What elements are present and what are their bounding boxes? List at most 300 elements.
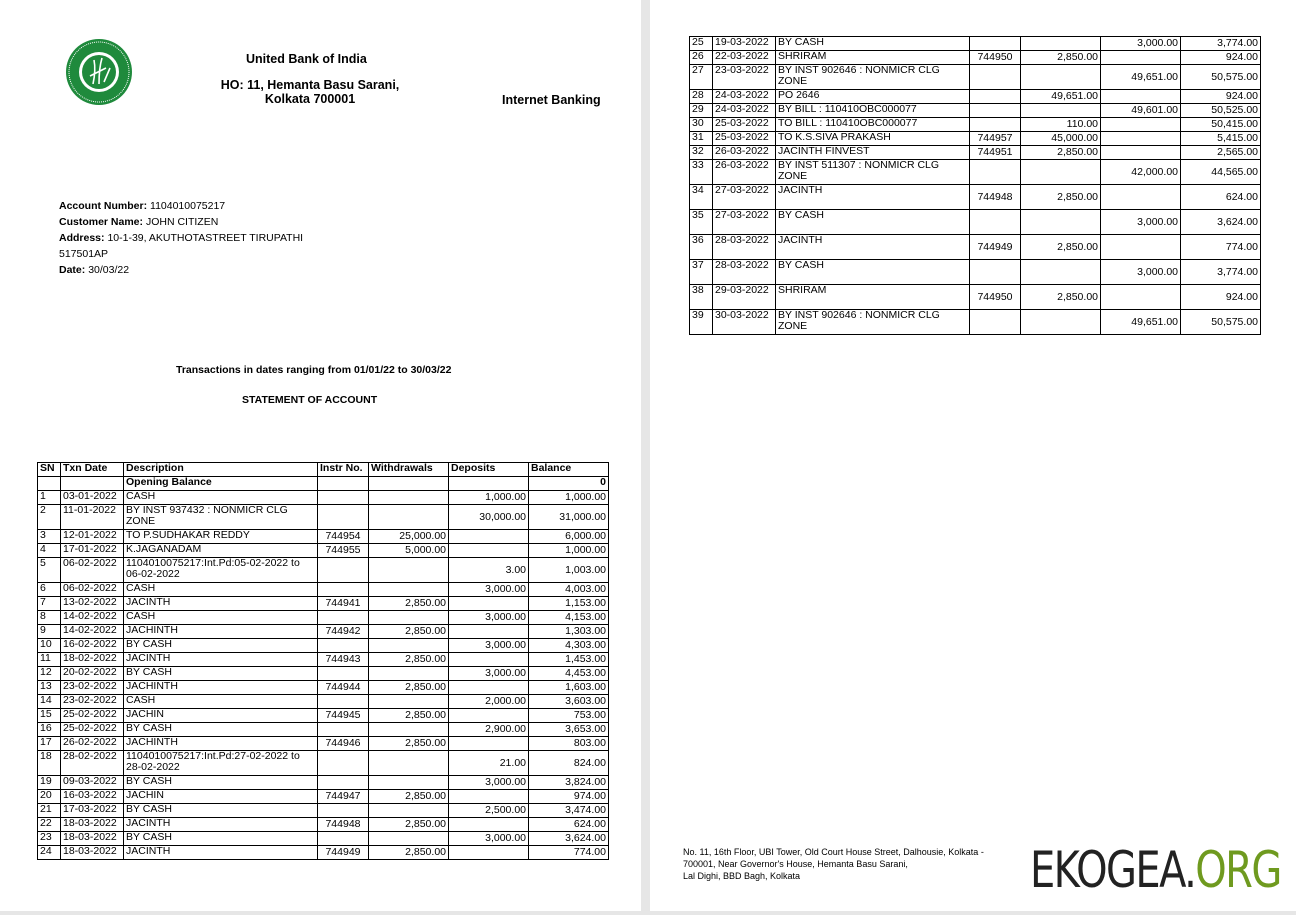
- cell-withdrawals: 5,000.00: [369, 544, 449, 558]
- date-range: Transactions in dates ranging from 01/01/22 to 30/03/22: [176, 364, 452, 376]
- cell-balance: 753.00: [529, 709, 609, 723]
- cell-instr-no: [318, 776, 369, 790]
- cell-balance: 50,415.00: [1181, 118, 1261, 132]
- cell-balance: 3,474.00: [529, 804, 609, 818]
- table-row: [690, 37, 1261, 51]
- cell-deposits: 3,000.00: [1101, 37, 1181, 51]
- cell-deposits: [1101, 132, 1181, 146]
- cell-description: CASH: [124, 583, 318, 597]
- table-row: [690, 285, 1261, 310]
- cell-txn-date: 27-03-2022: [713, 185, 776, 210]
- cell-withdrawals: [369, 776, 449, 790]
- cell-txn-date: 25-02-2022: [61, 709, 124, 723]
- cell-description: JACHINTH: [124, 625, 318, 639]
- cell-instr-no: [318, 723, 369, 737]
- cell-sn: 7: [38, 597, 61, 611]
- cell-description: JACHIN: [124, 790, 318, 804]
- table-row: [38, 611, 609, 625]
- cell-balance: 3,653.00: [529, 723, 609, 737]
- table-row: [38, 832, 609, 846]
- cell-deposits: 3,000.00: [1101, 260, 1181, 285]
- cell-sn: 4: [38, 544, 61, 558]
- table-row: [38, 625, 609, 639]
- cell-sn: 15: [38, 709, 61, 723]
- column-header-balance: Balance: [529, 463, 609, 477]
- watermark-part-1: EKOGEA.: [1030, 841, 1196, 899]
- cell-balance: 803.00: [529, 737, 609, 751]
- cell-description: BY CASH: [776, 37, 970, 51]
- cell-withdrawals: 2,850.00: [369, 818, 449, 832]
- cell-instr-no: 744946: [318, 737, 369, 751]
- cell-description: BY CASH: [124, 832, 318, 846]
- cell-txn-date: 18-03-2022: [61, 818, 124, 832]
- cell-description: JACINTH FINVEST: [776, 146, 970, 160]
- cell-sn: 18: [38, 751, 61, 776]
- cell-deposits: [1101, 235, 1181, 260]
- cell-sn: 34: [690, 185, 713, 210]
- cell-withdrawals: [1021, 210, 1101, 235]
- cell-balance: 1,153.00: [529, 597, 609, 611]
- cell-instr-no: [318, 667, 369, 681]
- cell-instr-no: [318, 491, 369, 505]
- cell-balance: 2,565.00: [1181, 146, 1261, 160]
- cell-txn-date: 28-02-2022: [61, 751, 124, 776]
- cell-txn-date: 19-03-2022: [713, 37, 776, 51]
- cell-deposits: 30,000.00: [449, 505, 529, 530]
- cell-balance: 50,575.00: [1181, 310, 1261, 335]
- table-row: [38, 491, 609, 505]
- cell-balance: 624.00: [1181, 185, 1261, 210]
- cell-deposits: 1,000.00: [449, 491, 529, 505]
- cell-deposits: [449, 846, 529, 860]
- cell-txn-date: 18-03-2022: [61, 832, 124, 846]
- cell-sn: 12: [38, 667, 61, 681]
- cell-instr-no: [970, 260, 1021, 285]
- cell-instr-no: [318, 505, 369, 530]
- cell-description: JACHIN: [124, 709, 318, 723]
- table-row: [690, 132, 1261, 146]
- cell-deposits: [1101, 285, 1181, 310]
- cell-description: 1104010075217:Int.Pd:05-02-2022 to 06-02-2022: [124, 558, 318, 583]
- cell-balance: 624.00: [529, 818, 609, 832]
- cell-sn: 19: [38, 776, 61, 790]
- cell-balance: 1,603.00: [529, 681, 609, 695]
- cell-description: PO 2646: [776, 90, 970, 104]
- cell-withdrawals: 2,850.00: [369, 737, 449, 751]
- table-row: [38, 558, 609, 583]
- cell-sn: 33: [690, 160, 713, 185]
- table-row: [690, 310, 1261, 335]
- cell-description: BY INST 511307 : NONMICR CLG ZONE: [776, 160, 970, 185]
- cell-instr-no: 744942: [318, 625, 369, 639]
- cell-balance: 3,824.00: [529, 776, 609, 790]
- cell-description: JACINTH: [124, 597, 318, 611]
- cell-balance: 4,003.00: [529, 583, 609, 597]
- cell-withdrawals: 2,850.00: [369, 625, 449, 639]
- cell-description: BY BILL : 110410OBC000077: [776, 104, 970, 118]
- table-row: [38, 790, 609, 804]
- cell-txn-date: 25-03-2022: [713, 132, 776, 146]
- cell-withdrawals: 2,850.00: [369, 681, 449, 695]
- cell-withdrawals: 2,850.00: [369, 709, 449, 723]
- cell-description: BY INST 937432 : NONMICR CLG ZONE: [124, 505, 318, 530]
- cell-balance: 774.00: [529, 846, 609, 860]
- cell-balance: 3,774.00: [1181, 37, 1261, 51]
- cell-sn: 22: [38, 818, 61, 832]
- address-line-2: 517501AP: [59, 248, 109, 260]
- watermark: [1030, 840, 1281, 900]
- table-header: [38, 463, 609, 477]
- cell-description: CASH: [124, 611, 318, 625]
- cell-sn: 29: [690, 104, 713, 118]
- cell-withdrawals: 2,850.00: [369, 653, 449, 667]
- cell-withdrawals: [1021, 37, 1101, 51]
- cell-deposits: 2,500.00: [449, 804, 529, 818]
- table-row: [690, 90, 1261, 104]
- cell-sn: 1: [38, 491, 61, 505]
- cell-deposits: 3,000.00: [449, 776, 529, 790]
- cell-sn: 6: [38, 583, 61, 597]
- cell-balance: 1,003.00: [529, 558, 609, 583]
- cell-txn-date: 25-02-2022: [61, 723, 124, 737]
- cell-sn: 26: [690, 51, 713, 65]
- cell-description: BY CASH: [776, 210, 970, 235]
- cell-txn-date: 28-03-2022: [713, 235, 776, 260]
- cell-instr-no: [970, 90, 1021, 104]
- cell-balance: 50,575.00: [1181, 65, 1261, 90]
- cell-instr-no: 744944: [318, 681, 369, 695]
- cell-txn-date: 26-03-2022: [713, 160, 776, 185]
- cell-withdrawals: 49,651.00: [1021, 90, 1101, 104]
- cell-withdrawals: [369, 695, 449, 709]
- cell-deposits: [449, 625, 529, 639]
- cell-withdrawals: [369, 667, 449, 681]
- table-row: [38, 709, 609, 723]
- cell-withdrawals: 25,000.00: [369, 530, 449, 544]
- cell-txn-date: 12-01-2022: [61, 530, 124, 544]
- cell-txn-date: 17-01-2022: [61, 544, 124, 558]
- cell-description: TO P.SUDHAKAR REDDY: [124, 530, 318, 544]
- cell-sn: 13: [38, 681, 61, 695]
- cell-txn-date: 23-03-2022: [713, 65, 776, 90]
- table-row: [38, 723, 609, 737]
- cell-instr-no: [970, 65, 1021, 90]
- cell-withdrawals: [369, 611, 449, 625]
- cell-withdrawals: [369, 491, 449, 505]
- cell-deposits: 49,601.00: [1101, 104, 1181, 118]
- cell-withdrawals: [369, 804, 449, 818]
- cell-balance: 3,603.00: [529, 695, 609, 709]
- cell-balance: 774.00: [1181, 235, 1261, 260]
- cell-sn: 31: [690, 132, 713, 146]
- cell-balance: 924.00: [1181, 90, 1261, 104]
- cell-description: JACINTH: [776, 235, 970, 260]
- table-row: [690, 65, 1261, 90]
- cell-deposits: 2,000.00: [449, 695, 529, 709]
- cell-instr-no: 744957: [970, 132, 1021, 146]
- cell-withdrawals: 2,850.00: [1021, 146, 1101, 160]
- cell-balance: 4,153.00: [529, 611, 609, 625]
- cell-instr-no: [318, 751, 369, 776]
- cell-deposits: [449, 818, 529, 832]
- cell-description: K.JAGANADAM: [124, 544, 318, 558]
- watermark-part-2: ORG: [1195, 841, 1281, 899]
- table-row: [38, 695, 609, 709]
- cell-txn-date: 23-02-2022: [61, 695, 124, 709]
- cell-sn: 28: [690, 90, 713, 104]
- account-number-label: Account Number:: [59, 200, 148, 212]
- cell-description: JACHINTH: [124, 681, 318, 695]
- cell-balance: 3,624.00: [1181, 210, 1261, 235]
- cell-withdrawals: 2,850.00: [369, 790, 449, 804]
- cell-sn: 23: [38, 832, 61, 846]
- cell-deposits: [1101, 51, 1181, 65]
- cell-deposits: [1101, 146, 1181, 160]
- table-row: [38, 653, 609, 667]
- cell-balance: 3,774.00: [1181, 260, 1261, 285]
- cell-txn-date: 06-02-2022: [61, 583, 124, 597]
- cell-sn: 37: [690, 260, 713, 285]
- cell-txn-date: 29-03-2022: [713, 285, 776, 310]
- cell-txn-date: 28-03-2022: [713, 260, 776, 285]
- cell-balance: 1,453.00: [529, 653, 609, 667]
- cell-deposits: 3,000.00: [449, 583, 529, 597]
- table-row: [38, 639, 609, 653]
- cell-description: CASH: [124, 491, 318, 505]
- cell-sn: 5: [38, 558, 61, 583]
- cell-withdrawals: 2,850.00: [1021, 51, 1101, 65]
- address-label: Address:: [59, 232, 105, 244]
- table-row: [690, 51, 1261, 65]
- cell-balance: 6,000.00: [529, 530, 609, 544]
- account-number: 1104010075217: [150, 200, 226, 212]
- cell-deposits: [1101, 90, 1181, 104]
- cell-sn: 25: [690, 37, 713, 51]
- cell-balance: 50,525.00: [1181, 104, 1261, 118]
- table-row: [690, 260, 1261, 285]
- cell-txn-date: 18-03-2022: [61, 846, 124, 860]
- cell-balance: 1,000.00: [529, 491, 609, 505]
- transactions-table-page-1: [37, 462, 609, 860]
- table-row: [690, 104, 1261, 118]
- cell-txn-date: 16-02-2022: [61, 639, 124, 653]
- cell-withdrawals: [369, 583, 449, 597]
- statement-date: 30/03/22: [88, 264, 130, 276]
- cell-withdrawals: 2,850.00: [1021, 235, 1101, 260]
- cell-sn: 16: [38, 723, 61, 737]
- cell-txn-date: 26-02-2022: [61, 737, 124, 751]
- cell-deposits: [449, 597, 529, 611]
- cell-txn-date: 06-02-2022: [61, 558, 124, 583]
- cell-sn: 21: [38, 804, 61, 818]
- opening-balance-label: Opening Balance: [124, 477, 318, 491]
- cell-balance: 31,000.00: [529, 505, 609, 530]
- cell-description: SHRIRAM: [776, 51, 970, 65]
- cell-sn: 14: [38, 695, 61, 709]
- cell-txn-date: 24-03-2022: [713, 104, 776, 118]
- opening-balance-value: 0: [529, 477, 609, 491]
- cell-instr-no: 744947: [318, 790, 369, 804]
- cell-txn-date: 13-02-2022: [61, 597, 124, 611]
- table-row: [38, 751, 609, 776]
- column-header-withdrawals: Withdrawals: [369, 463, 449, 477]
- column-header-description: Description: [124, 463, 318, 477]
- cell-description: JACINTH: [776, 185, 970, 210]
- statement-page-1: [0, 0, 641, 911]
- cell-deposits: 2,900.00: [449, 723, 529, 737]
- cell-withdrawals: 45,000.00: [1021, 132, 1101, 146]
- table-row: [38, 667, 609, 681]
- cell-instr-no: [318, 832, 369, 846]
- ho-line-1: HO: 11, Hemanta Basu Sarani,: [220, 78, 400, 92]
- table-row: [38, 737, 609, 751]
- cell-txn-date: 24-03-2022: [713, 90, 776, 104]
- cell-deposits: [449, 681, 529, 695]
- cell-sn: 2: [38, 505, 61, 530]
- column-header-instr-no: Instr No.: [318, 463, 369, 477]
- cell-withdrawals: [1021, 104, 1101, 118]
- bank-name: United Bank of India: [246, 52, 367, 66]
- cell-deposits: 3.00: [449, 558, 529, 583]
- cell-instr-no: [318, 558, 369, 583]
- table-row: [38, 544, 609, 558]
- cell-description: SHRIRAM: [776, 285, 970, 310]
- cell-sn: 27: [690, 65, 713, 90]
- table-row: [690, 235, 1261, 260]
- transactions-table-page-2: [689, 36, 1261, 335]
- cell-balance: 924.00: [1181, 285, 1261, 310]
- cell-deposits: [449, 709, 529, 723]
- table-row: [38, 681, 609, 695]
- table-row: [38, 505, 609, 530]
- ho-line-2: Kolkata 700001: [264, 92, 356, 106]
- cell-deposits: 3,000.00: [449, 611, 529, 625]
- column-header-deposits: Deposits: [449, 463, 529, 477]
- cell-sn: 24: [38, 846, 61, 860]
- table-row: [690, 160, 1261, 185]
- cell-instr-no: [318, 804, 369, 818]
- cell-sn: 8: [38, 611, 61, 625]
- date-label: Date:: [59, 264, 86, 276]
- address-line-1: 10-1-39, AKUTHOTASTREET TIRUPATHI: [107, 232, 304, 244]
- cell-txn-date: 25-03-2022: [713, 118, 776, 132]
- cell-txn-date: 26-03-2022: [713, 146, 776, 160]
- cell-description: BY CASH: [124, 667, 318, 681]
- footer-line-2: Lal Dighi, BBD Bagh, Kolkata: [683, 871, 801, 881]
- cell-withdrawals: [369, 639, 449, 653]
- account-info: [59, 198, 303, 278]
- cell-instr-no: [970, 104, 1021, 118]
- cell-description: BY CASH: [776, 260, 970, 285]
- cell-balance: 3,624.00: [529, 832, 609, 846]
- column-header-txn-date: Txn Date: [61, 463, 124, 477]
- cell-instr-no: 744949: [970, 235, 1021, 260]
- cell-instr-no: [318, 639, 369, 653]
- head-office-address: [190, 78, 430, 106]
- cell-balance: 974.00: [529, 790, 609, 804]
- table-row: [38, 818, 609, 832]
- statement-title: STATEMENT OF ACCOUNT: [242, 394, 378, 406]
- cell-instr-no: [970, 210, 1021, 235]
- cell-withdrawals: [369, 832, 449, 846]
- cell-withdrawals: [369, 751, 449, 776]
- cell-withdrawals: [1021, 160, 1101, 185]
- cell-deposits: [449, 790, 529, 804]
- table-row: [690, 146, 1261, 160]
- cell-balance: 1,303.00: [529, 625, 609, 639]
- cell-balance: 924.00: [1181, 51, 1261, 65]
- cell-txn-date: 11-01-2022: [61, 505, 124, 530]
- cell-txn-date: 03-01-2022: [61, 491, 124, 505]
- opening-balance-row: [38, 477, 609, 491]
- cell-balance: 4,303.00: [529, 639, 609, 653]
- footer-address: [683, 846, 1013, 882]
- cell-instr-no: [970, 310, 1021, 335]
- cell-instr-no: [970, 118, 1021, 132]
- cell-deposits: 3,000.00: [449, 832, 529, 846]
- table-row: [38, 804, 609, 818]
- table-row: [38, 530, 609, 544]
- cell-description: JACHINTH: [124, 737, 318, 751]
- cell-txn-date: 14-02-2022: [61, 625, 124, 639]
- cell-instr-no: [970, 160, 1021, 185]
- cell-deposits: 42,000.00: [1101, 160, 1181, 185]
- cell-txn-date: 09-03-2022: [61, 776, 124, 790]
- table-row: [690, 118, 1261, 132]
- cell-instr-no: [318, 695, 369, 709]
- cell-instr-no: 744949: [318, 846, 369, 860]
- column-header-sn: SN: [38, 463, 61, 477]
- cell-withdrawals: 2,850.00: [1021, 185, 1101, 210]
- cell-instr-no: 744941: [318, 597, 369, 611]
- cell-description: BY CASH: [124, 804, 318, 818]
- table-row: [38, 846, 609, 860]
- cell-description: 1104010075217:Int.Pd:27-02-2022 to 28-02-2022: [124, 751, 318, 776]
- cell-sn: 32: [690, 146, 713, 160]
- cell-balance: 4,453.00: [529, 667, 609, 681]
- channel-label: Internet Banking: [502, 93, 601, 107]
- cell-txn-date: 14-02-2022: [61, 611, 124, 625]
- customer-name: JOHN CITIZEN: [145, 216, 219, 228]
- cell-withdrawals: [369, 505, 449, 530]
- table-row: [690, 210, 1261, 235]
- cell-deposits: 3,000.00: [1101, 210, 1181, 235]
- cell-description: BY CASH: [124, 776, 318, 790]
- cell-withdrawals: [369, 558, 449, 583]
- cell-withdrawals: 2,850.00: [1021, 285, 1101, 310]
- table-row: [38, 583, 609, 597]
- cell-withdrawals: 110.00: [1021, 118, 1101, 132]
- cell-balance: 5,415.00: [1181, 132, 1261, 146]
- cell-sn: 30: [690, 118, 713, 132]
- cell-deposits: [1101, 185, 1181, 210]
- cell-instr-no: 744955: [318, 544, 369, 558]
- cell-deposits: [449, 653, 529, 667]
- cell-description: BY CASH: [124, 723, 318, 737]
- cell-instr-no: [970, 37, 1021, 51]
- cell-instr-no: 744954: [318, 530, 369, 544]
- cell-sn: 9: [38, 625, 61, 639]
- cell-instr-no: 744950: [970, 51, 1021, 65]
- cell-instr-no: [318, 611, 369, 625]
- cell-description: TO K.S.SIVA PRAKASH: [776, 132, 970, 146]
- cell-description: BY CASH: [124, 639, 318, 653]
- cell-sn: 38: [690, 285, 713, 310]
- cell-txn-date: 18-02-2022: [61, 653, 124, 667]
- cell-txn-date: 23-02-2022: [61, 681, 124, 695]
- cell-withdrawals: [1021, 310, 1101, 335]
- cell-instr-no: 744948: [970, 185, 1021, 210]
